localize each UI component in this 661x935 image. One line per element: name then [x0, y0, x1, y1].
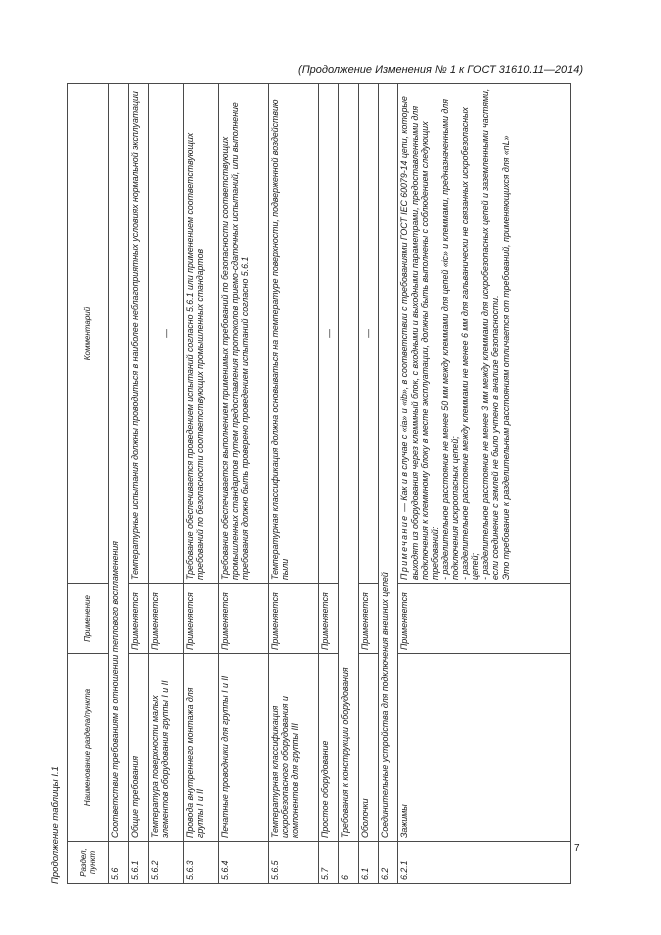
- table-row: [358, 84, 378, 884]
- requirements-table: [67, 83, 571, 884]
- table-row: [109, 84, 129, 884]
- row-number: 5.7: [319, 842, 339, 884]
- row-application: Применяется: [358, 584, 378, 654]
- table-row: [378, 84, 398, 884]
- row-comment: —: [148, 84, 183, 584]
- row-application: Применяется: [128, 584, 148, 654]
- table-row: [218, 84, 268, 884]
- table-row: [339, 84, 359, 884]
- row-number: 6.2: [378, 842, 398, 884]
- row-application: Применяется: [319, 584, 339, 654]
- table-row: [183, 84, 218, 884]
- row-number: 5.6.2: [148, 842, 183, 884]
- row-number: 6.1: [358, 842, 378, 884]
- row-comment: [398, 84, 571, 584]
- row-name: Температурная классификация искробезопасного оборудования и компонентов для группы III: [268, 654, 318, 842]
- row-application: Применяется: [218, 584, 268, 654]
- note-list-item: - разделительное расстояние между клеммами не менее 6 мм для гальванически не связанных искробезопасных цепей;: [460, 107, 481, 580]
- note-paragraph: [399, 87, 439, 580]
- note-list-item: - разделительное расстояние не менее 3 мм между клеммами для искробезопасных цепей и заземленными частями, если соединение с землей не было учтено в анализе безопасности.: [480, 88, 501, 580]
- row-name: Зажимы: [398, 654, 571, 842]
- row-comment: Требование обеспечивается выполнением применимых требований по безопасности соответствующих промышленных стандартов путем предоставления протоколов приемо-сдаточных испытаний, или выполнение требования должно быть проверено проведением испытаний согласно 5.6.1: [218, 84, 268, 584]
- table-row: [148, 84, 183, 884]
- row-number: 5.6.3: [183, 842, 218, 884]
- table-row: [128, 84, 148, 884]
- row-number: 5.6.5: [268, 842, 318, 884]
- row-comment: Температурные испытания должны проводиться в наиболее неблагоприятных условиях нормальной эксплуатации: [128, 84, 148, 584]
- row-name: Печатные проводники для группы I и II: [218, 654, 268, 842]
- row-name: Общие требования: [128, 654, 148, 842]
- row-number: 5.6.1: [128, 842, 148, 884]
- row-application: Применяется: [398, 584, 571, 654]
- row-name: Простое оборудование: [319, 654, 339, 842]
- running-header: (Продолжение Изменения № 1 к ГОСТ 31610.11—2014): [298, 64, 583, 76]
- row-section-title: Требования к конструкции оборудования: [339, 84, 359, 842]
- row-comment: Температурная классификация должна основываться на температуре поверхности, подверженной воздействию пыли: [268, 84, 318, 584]
- row-number: 6.2.1: [398, 842, 571, 884]
- row-name: Оболочки: [358, 654, 378, 842]
- row-number: 5.6.4: [218, 842, 268, 884]
- table-header-row: [68, 84, 109, 884]
- row-name: Провода внутреннего монтажа для группы I и II: [183, 654, 218, 842]
- row-application: Применяется: [148, 584, 183, 654]
- row-number: 5.6: [109, 842, 129, 884]
- row-number: 6: [339, 842, 359, 884]
- note-list-item: - разделительное расстояние не менее 50 мм между клеммами для цепей «ic» и клеммами, предназначенными для подключения искроопасных цепей;: [439, 99, 460, 580]
- note-label: Примечание: [399, 514, 410, 580]
- header-section-number: Раздел, пункт: [68, 842, 109, 884]
- row-name: Температура поверхности малых элементов оборудования группы I и II: [148, 654, 183, 842]
- row-section-title: Соединительные устройства для подключения внешних цепей: [378, 84, 398, 842]
- row-application: Применяется: [183, 584, 218, 654]
- header-application: Применение: [68, 584, 109, 654]
- row-section-title: Соответствие требованиям в отношении теплового воспламенения: [109, 84, 129, 842]
- table-row: [398, 84, 571, 884]
- note-text: — Как и в случае с «ia» и «ib», в соответствии с требованиями ГОСТ IEC 60079-14 цепи, которые выходят из оборудования через клеммный блок, с входными и выходными параметрами, предоставленными для подключения к клеммному блоку в месте эксплуатации, должны быть выполнены с соблюдением следующих требований:: [399, 96, 440, 580]
- header-comment: Комментарий: [68, 84, 109, 584]
- row-comment: —: [358, 84, 378, 584]
- note-tail: Это требование к разделительным расстояниям отличается от требований, применяющихся для «nL»: [500, 135, 511, 580]
- header-section-name: Наименование раздела/пункта: [68, 654, 109, 842]
- rotated-table-block: [50, 84, 571, 884]
- row-comment: Требование обеспечивается проведением испытаний согласно 5.6.1 или применением соответствующих требований по безопасности соответствующих промышленных стандартов: [183, 84, 218, 584]
- table-row: [319, 84, 339, 884]
- table-row: [268, 84, 318, 884]
- table-caption: Продолжение таблицы I.1: [50, 766, 61, 884]
- row-comment: —: [319, 84, 339, 584]
- row-application: Применяется: [268, 584, 318, 654]
- page-number: 7: [574, 843, 580, 854]
